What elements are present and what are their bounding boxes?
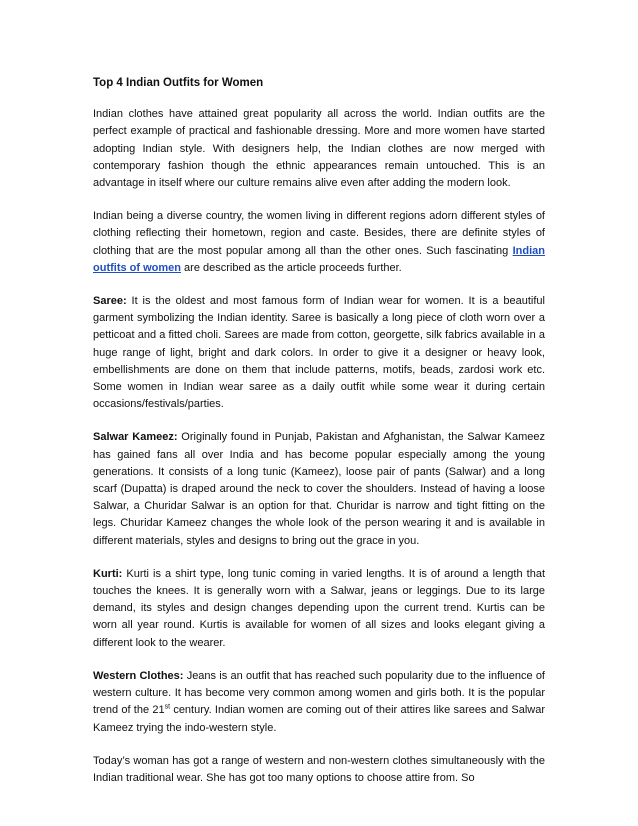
intro-paragraph: Indian clothes have attained great popularity all across the world. Indian outfits are the perfect example of practical and fashionable dressing. More and more women have started adopting Indian style. With designers help, the Indian clothes are now merged with contemporary fashion though the ethnic appearances remain untouched. This is an advantage in itself where our culture remains alive even after adding the modern look. bbox=[93, 108, 545, 190]
salwar-kameez-label: Salwar Kameez: bbox=[93, 431, 178, 444]
saree-text: It is the oldest and most famous form of Indian wear for women. It is a beautiful garment symbolizing the Indian identity. Saree is basically a long piece of cloth worn over a petticoat and a fitted choli. Sarees are made from cotton, georgette, silk fabrics available in a huge range of light, bright and dark colors. In order to give it a designer or heavy look, embellishments are done on them that include patterns, motifs, beads, zardosi work etc. Some women in Indian wear saree as a daily outfit while some wear it during certain occasions/festivals/parties. bbox=[93, 295, 545, 411]
salwar-kameez-text: Originally found in Punjab, Pakistan and Afghanistan, the Salwar Kameez has gained fans all over India and has become popular especially among the young generations. It consists of a long tunic (Kameez), loose pair of pants (Salwar) and a long scarf (Dupatta) is draped around the neck to cover the shoulders. Instead of having a loose Salwar, a Churidar Salwar is an option for that. Churidar is narrow and tight fitting on the legs. Churidar Kameez changes the whole look of the person wearing it and is available in different materials, styles and designs to bring out the grace in you. bbox=[93, 431, 545, 547]
diversity-paragraph bbox=[93, 208, 545, 277]
western-clothes-label: Western Clothes: bbox=[93, 669, 184, 682]
closing-paragraph: Today’s woman has got a range of western and non-western clothes simultaneously with the Indian traditional wear. She has got too many options to choose attire from. So bbox=[93, 754, 545, 784]
saree-paragraph bbox=[93, 293, 545, 413]
indian-outfits-link[interactable]: Indian outfits of women bbox=[93, 244, 545, 274]
western-clothes-text-before: Jeans is an outfit that has reached such popularity due to the influence of western culture. It has become very common among women and girls both. It is the popular trend of the 21 bbox=[93, 669, 545, 717]
western-clothes-paragraph bbox=[93, 668, 545, 737]
diversity-text-before: Indian being a diverse country, the women living in different regions adorn different styles of clothing reflecting their hometown, region and caste. Besides, there are definite styles of clothing that are the most popular among all than the other ones. Such fascinating bbox=[93, 210, 545, 257]
salwar-kameez-paragraph bbox=[93, 429, 545, 549]
western-clothes-text-after: century. Indian women are coming out of their attires like sarees and Salwar Kameez trying the indo-western style. bbox=[93, 704, 545, 734]
ordinal-suffix: st bbox=[164, 703, 171, 711]
saree-label: Saree: bbox=[93, 295, 127, 308]
kurti-text: Kurti is a shirt type, long tunic coming in varied lengths. It is of around a length that touches the knees. It is generally worn with a Salwar, jeans or leggings. Due to its large demand, its styles and design changes depending upon the current trend. Kurtis can be worn all year round. Kurtis is available for women of all sizes and looks elegant giving a different look to the wearer. bbox=[93, 567, 545, 649]
diversity-text-after: are described as the article proceeds further. bbox=[181, 261, 402, 274]
document-body bbox=[93, 75, 545, 803]
kurti-label: Kurti: bbox=[93, 567, 123, 580]
document-title: Top 4 Indian Outfits for Women bbox=[93, 77, 264, 89]
kurti-paragraph bbox=[93, 566, 545, 652]
